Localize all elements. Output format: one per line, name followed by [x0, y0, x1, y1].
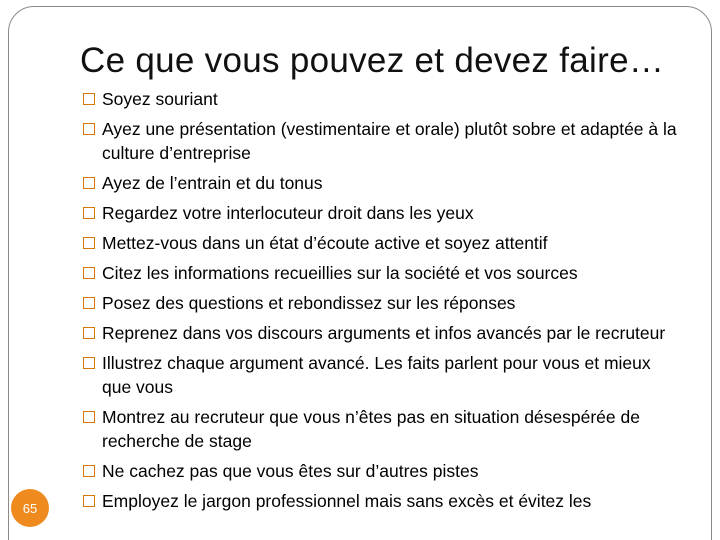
bullet-item [83, 171, 683, 195]
checkbox-bullet-icon [83, 93, 95, 105]
bullet-text: Employez le jargon professionnel mais sans excès et évitez les [102, 491, 592, 511]
bullet-text: Mettez-vous dans un état d’écoute active et soyez attentif [102, 233, 548, 253]
bullet-text: Soyez souriant [102, 89, 218, 109]
bullet-text: Reprenez dans vos discours arguments et infos avancés par le recruteur [102, 323, 666, 343]
checkbox-bullet-icon [83, 495, 95, 507]
bullet-item [83, 87, 683, 111]
checkbox-bullet-icon [83, 123, 95, 135]
checkbox-bullet-icon [83, 465, 95, 477]
checkbox-bullet-icon [83, 327, 95, 339]
bullet-item [83, 351, 683, 399]
page-number: 65 [22, 500, 38, 516]
bullet-item [83, 261, 683, 285]
bullet-text: Regardez votre interlocuteur droit dans les yeux [102, 203, 474, 223]
bullet-item [83, 405, 683, 453]
bullet-item [83, 117, 683, 165]
bullet-text: Montrez au recruteur que vous n’êtes pas en situation désespérée de recherche de stage [102, 407, 640, 451]
bullet-list [83, 87, 683, 519]
bullet-item [83, 201, 683, 225]
bullet-item [83, 321, 683, 345]
bullet-text: Illustrez chaque argument avancé. Les faits parlent pour vous et mieux que vous [102, 353, 651, 397]
bullet-item [83, 291, 683, 315]
bullet-item [83, 459, 683, 483]
slide-title: Ce que vous pouvez et devez faire… [80, 41, 665, 80]
bullet-text: Ayez de l’entrain et du tonus [102, 173, 323, 193]
bullet-item [83, 231, 683, 255]
checkbox-bullet-icon [83, 267, 95, 279]
page-number-badge [11, 489, 49, 527]
checkbox-bullet-icon [83, 297, 95, 309]
checkbox-bullet-icon [83, 357, 95, 369]
checkbox-bullet-icon [83, 411, 95, 423]
bullet-item [83, 489, 683, 513]
checkbox-bullet-icon [83, 237, 95, 249]
bullet-text: Citez les informations recueillies sur la société et vos sources [102, 263, 578, 283]
bullet-text: Posez des questions et rebondissez sur les réponses [102, 293, 516, 313]
bullet-text: Ayez une présentation (vestimentaire et orale) plutôt sobre et adaptée à la culture d’entreprise [102, 119, 677, 163]
bullet-text: Ne cachez pas que vous êtes sur d’autres pistes [102, 461, 479, 481]
checkbox-bullet-icon [83, 207, 95, 219]
checkbox-bullet-icon [83, 177, 95, 189]
